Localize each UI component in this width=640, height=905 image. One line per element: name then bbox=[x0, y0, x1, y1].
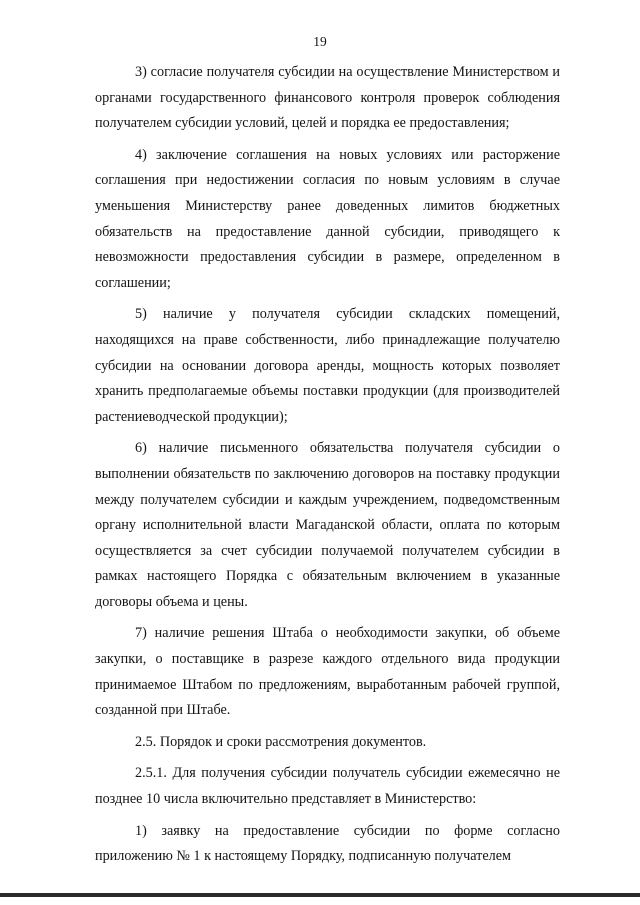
paragraph-item-4: 4) заключение соглашения на новых условиях или расторжение соглашения при недостижении согласия по новым условиям в случае уменьшения Министерству ранее доведенных лимитов бюджетных обязательств на предоставление данной субсидии, приводящего к невозможности предоставления субсидии в размере, определенном в соглашении; bbox=[95, 146, 560, 291]
paragraph-item-7: 7) наличие решения Штаба о необходимости закупки, об объеме закупки, о поставщике в разрезе каждого отдельного вида продукции принимаемое Штабом по предложениям, выработанным рабочей группой, созданной при Штабе. bbox=[95, 625, 560, 719]
bottom-scan-border bbox=[0, 893, 640, 897]
paragraph-2-5-1: 2.5.1. Для получения субсидии получатель субсидии ежемесячно не позднее 10 числа включительно представляет в Министерство: bbox=[95, 765, 560, 808]
page-number: 19 bbox=[313, 34, 327, 49]
paragraph-item-5: 5) наличие у получателя субсидии складских помещений, находящихся на праве собственности, либо принадлежащие получателю субсидии на основании договора аренды, мощность которых позволяет хранить предполагаемые объемы поставки продукции (для производителей растениеводческой продукции); bbox=[95, 306, 560, 425]
document-body bbox=[95, 60, 560, 876]
paragraph-item-3: 3) согласие получателя субсидии на осуществление Министерством и органами государственного финансового контроля проверок соблюдения получателем субсидии условий, целей и порядка ее предоставления; bbox=[95, 64, 560, 132]
section-heading-2-5: 2.5. Порядок и сроки рассмотрения документов. bbox=[135, 733, 427, 750]
paragraph-item-6: 6) наличие письменного обязательства получателя субсидии о выполнении обязательств по заключению договоров на поставку продукции между получателем субсидии и каждым учреждением, подведомственным органу исполнительной власти Магаданской области, оплата по которым осуществляется за счет субсидии получаемой получателем субсидии в рамках настоящего Порядка с обязательным включением в указанные договоры объема и цены. bbox=[95, 440, 560, 610]
paragraph-list-item-1: 1) заявку на предоставление субсидии по форме согласно приложению № 1 к настоящему Порядку, подписанную получателем bbox=[95, 822, 560, 865]
